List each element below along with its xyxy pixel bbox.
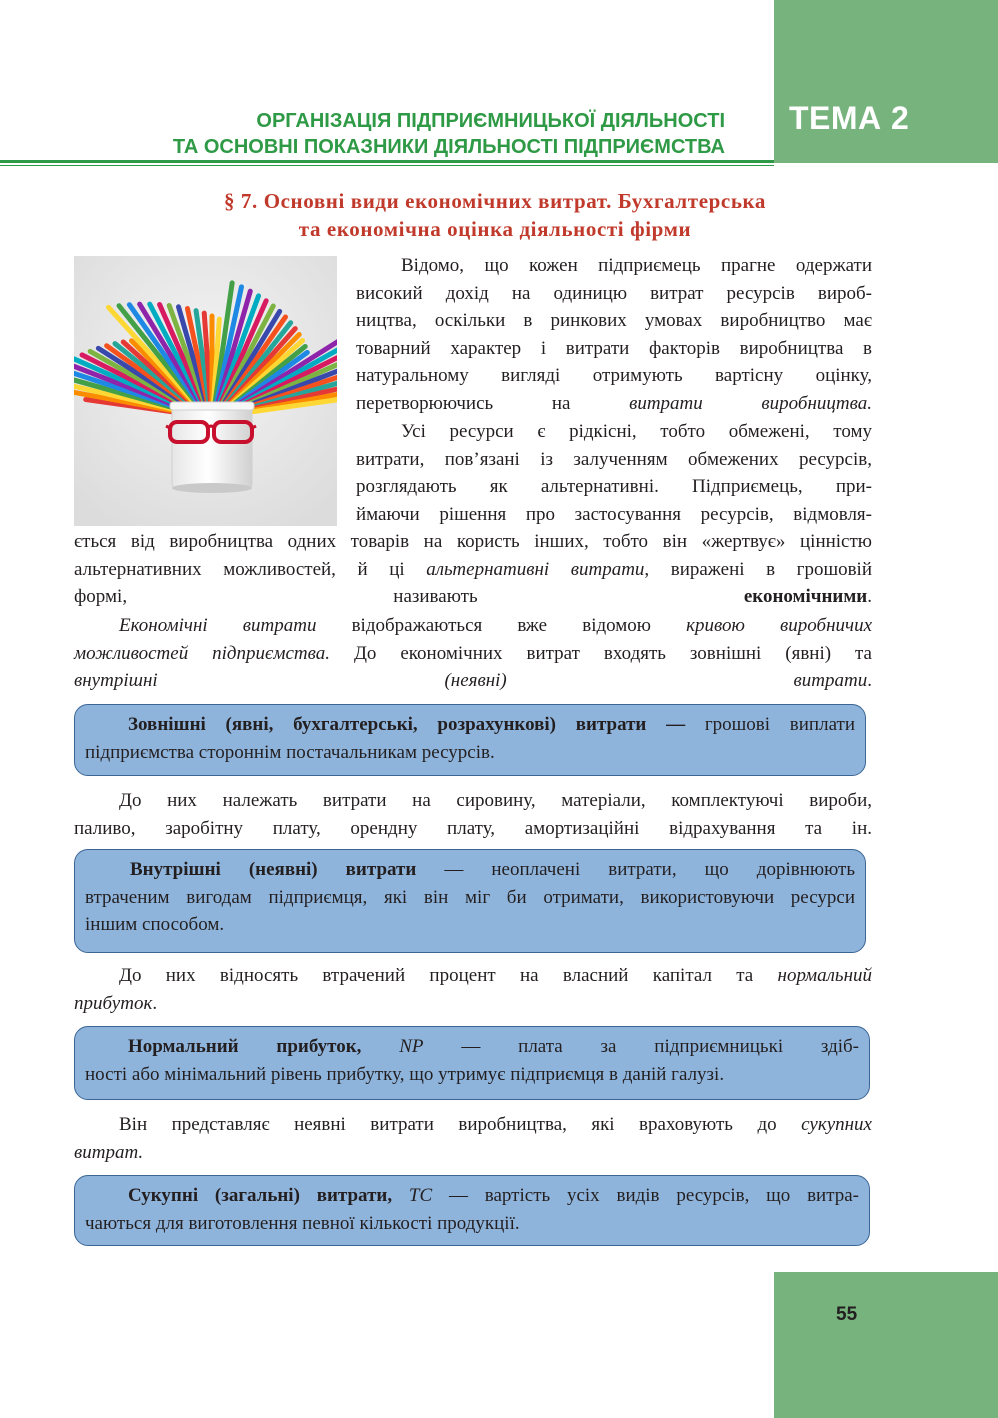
- paragraph-normal-profit: [74, 1111, 872, 1166]
- definition-box-implicit-costs: [74, 849, 866, 953]
- chapter-header-line1: ОРГАНІЗАЦІЯ ПІДПРИЄМНИЦЬКОЇ ДІЯЛЬНОСТІ: [256, 110, 725, 132]
- paragraph-alternatives-beside: [356, 418, 872, 528]
- para1-line2: високий дохід на одиницю витрат ресурсів вироб-: [356, 282, 872, 304]
- theme-tab: [774, 0, 998, 163]
- para2-line5: ється від виробництва одних товарів на користь інших, тобто він «жертвує» цінністю: [74, 531, 872, 552]
- para2-line6: альтернативних можливостей, й ці альтернативні витрати, виражені в грошовій: [74, 558, 872, 580]
- para1-line4: товарний характер і витрати факторів виробництва в: [356, 337, 872, 359]
- para2-line3: розглядають як альтернативні. Підприємець, при-: [356, 476, 872, 498]
- definition-box-explicit-costs: [74, 704, 866, 776]
- chapter-header-line2: ТА ОСНОВНІ ПОКАЗНИКИ ДІЯЛЬНОСТІ ПІДПРИЄМСТВА: [172, 136, 725, 158]
- definition-box-total-costs: [74, 1175, 870, 1246]
- para5-line1: До них відносять втрачений процент на власний капітал та нормальний: [119, 965, 872, 986]
- section-title-line2: та економічна оцінка діяльності фірми: [298, 217, 692, 241]
- para6-line2: витрат.: [74, 1141, 144, 1163]
- para3-line1: Економічні витрати відображаються вже відомою кривою виробничих: [119, 615, 873, 636]
- para1-line1: Відомо, що кожен підприємець прагне одержати: [401, 255, 872, 276]
- para2-line4: ймаючи рішення про застосування ресурсів, відмовля-: [356, 503, 872, 525]
- definition-box-normal-profit: [74, 1026, 870, 1100]
- para6-line1: Він представляє неявні витрати виробництва, які враховують до сукупних: [119, 1114, 872, 1135]
- theme-label: ТЕМА 2: [789, 100, 910, 136]
- para2-line1: Усі ресурси є рідкісні, тобто обмежені, тому: [401, 421, 872, 442]
- page-number: 55: [836, 1304, 858, 1325]
- section-title: [60, 187, 930, 243]
- para3-line2: можливостей підприємства. До економічних витрат входять зовнішні (явні) та: [74, 642, 872, 664]
- box4-line1: Сукупні (загальні) витрати, TC — вартість усіх видів ресурсів, що витра-: [128, 1185, 860, 1206]
- para1-line6: перетворюючись на витрати виробництва.: [356, 392, 872, 414]
- para2-line7: формі, називають економічними.: [74, 586, 872, 608]
- paragraph-implicit-examples: [74, 962, 872, 1017]
- box2-line3: іншим способом.: [85, 914, 225, 936]
- paragraph-explicit-examples: [74, 787, 872, 842]
- para3-line3: внутрішні (неявні) витрати.: [74, 670, 872, 692]
- box2-line2: втраченим вигодам підприємця, які він міг би отримати, використовуючи ресурси: [85, 886, 855, 908]
- para4-line2: паливо, заробітну плату, орендну плату, амортизаційні відрахування та ін.: [74, 817, 872, 839]
- box3-line2: ності або мінімальний рівень прибутку, що утримує підприємця в даній галузі.: [85, 1063, 725, 1085]
- page-footer-tab: [774, 1272, 998, 1418]
- box4-line2: чаються для виготовлення певної кількості продукції.: [85, 1212, 520, 1234]
- para5-line2: прибуток.: [74, 992, 158, 1014]
- header-rule: [0, 160, 774, 163]
- pencils-in-cup-with-glasses-image: [74, 256, 337, 526]
- section-title-line1: § 7. Основні види економічних витрат. Бухгалтерська: [223, 189, 767, 213]
- paragraph-intro: [356, 252, 872, 418]
- header-rule-thin: [0, 165, 774, 166]
- para4-line1: До них належать витрати на сировину, матеріали, комплектуючі вироби,: [119, 790, 872, 811]
- paragraph-alternatives-full: [74, 528, 872, 611]
- para1-line3: ництва, оскільки в ринкових умовах виробництво має: [356, 310, 872, 332]
- paragraph-economic-costs: [74, 612, 872, 695]
- box1-line1: Зовнішні (явні, бухгалтерські, розрахункові) витрати — грошові виплати: [128, 714, 855, 735]
- para2-line2: витрати, пов’язані із залученням обмежених ресурсів,: [356, 448, 872, 470]
- para1-line5: натуральному вигляді отримують вартісну оцінку,: [356, 365, 872, 387]
- box1-line2: підприємства стороннім постачальникам ресурсів.: [85, 741, 495, 763]
- chapter-header: [173, 108, 725, 160]
- box2-line1: Внутрішні (неявні) витрати — неоплачені витрати, що дорівнюють: [130, 859, 855, 880]
- box3-line1: Нормальний прибуток, NP — плата за підприємницькі здіб-: [128, 1036, 860, 1057]
